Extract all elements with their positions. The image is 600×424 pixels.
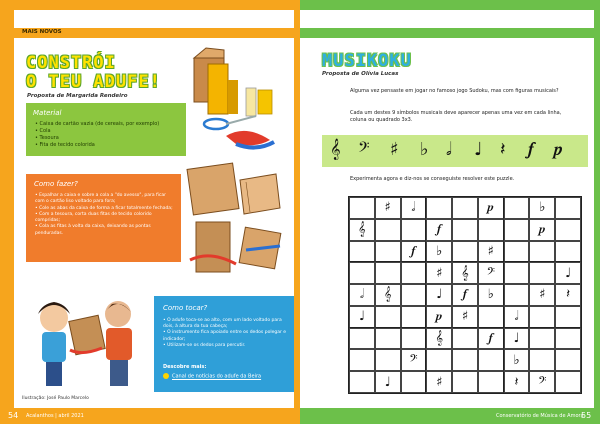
illustration-credit: Ilustração: José Paulo Marcelo (22, 396, 89, 401)
grid-cell[interactable] (349, 241, 375, 263)
grid-cell[interactable]: 𝆑 (401, 241, 427, 263)
grid-cell[interactable] (452, 328, 478, 350)
grid-cell[interactable]: ♩ (555, 262, 581, 284)
grid-cell[interactable] (401, 284, 427, 306)
extra-label: Descobre mais: (163, 364, 207, 370)
step3-box (196, 222, 230, 272)
section-label: MAIS NOVOS (22, 29, 62, 35)
box-flap (194, 48, 224, 58)
grid-cell[interactable]: 𝅗𝅥 (504, 306, 530, 328)
half-note-icon: 𝅗𝅥 (446, 139, 452, 160)
grid-cell[interactable] (452, 219, 478, 241)
grid-cell[interactable] (504, 241, 530, 263)
boy-head (105, 301, 131, 327)
right-band-top (300, 0, 600, 10)
left-author: Proposta de Margarida Rendeiro (27, 93, 128, 99)
boy-legs (110, 360, 128, 386)
grid-cell[interactable]: 𝆏 (529, 219, 555, 241)
materials-list (35, 121, 159, 149)
grid-cell[interactable] (375, 262, 401, 284)
grid-cell[interactable] (504, 284, 530, 306)
grid-cell[interactable] (555, 349, 581, 371)
grid-cell[interactable]: 𝄞 (375, 284, 401, 306)
grid-cell[interactable]: 𝄽 (504, 371, 530, 393)
list-item: • O instrumento fica apoiado entre os dedos polegar e indicador; (163, 330, 286, 342)
howto-heading: Como fazer? (34, 180, 78, 188)
intro-paragraph-1: Alguma vez pensaste em jogar no famoso jogo Sudoku, mas com figuras musicais? (350, 88, 559, 94)
right-band-side (594, 0, 600, 424)
cereal-box (208, 64, 228, 114)
grid-cell[interactable] (555, 328, 581, 350)
grid-cell[interactable]: 𝆑 (452, 284, 478, 306)
howto-list (35, 193, 175, 237)
left-title (26, 54, 161, 92)
glue-stick (246, 88, 256, 116)
grid-cell[interactable] (375, 328, 401, 350)
kids-illustration (22, 290, 152, 394)
grid-cell[interactable]: 𝅗𝅥 (349, 284, 375, 306)
musikoku-grid (348, 196, 582, 394)
grid-cell[interactable]: 𝄢 (401, 349, 427, 371)
grid-cell[interactable]: 𝄢 (529, 371, 555, 393)
left-title-line2: O TEU ADUFE! (26, 72, 161, 92)
grid-cell[interactable]: ♯ (452, 306, 478, 328)
grid-cell[interactable]: ♭ (504, 349, 530, 371)
extra-link-text[interactable]: Canal de notícias do adufe da Beira (172, 373, 262, 380)
scissors-blade (226, 116, 256, 124)
grid-cell[interactable] (401, 262, 427, 284)
grid-cell[interactable]: 𝄢 (478, 262, 504, 284)
grid-cell[interactable]: ♭ (478, 284, 504, 306)
grid-cell[interactable] (478, 349, 504, 371)
piano-icon: 𝆏 (554, 139, 563, 160)
play-list (163, 318, 291, 349)
grid-cell[interactable] (375, 219, 401, 241)
symbols-bar (322, 135, 588, 167)
right-title: MUSIKOKU (322, 51, 412, 71)
grid-cell[interactable]: ♯ (478, 241, 504, 263)
girl-legs (46, 362, 62, 386)
grid-cell[interactable] (349, 328, 375, 350)
intro-paragraph-2: Cada um destes 9 símbolos musicais deve aparecer apenas uma vez em cada linha, coluna ou quadrado 3x3. (350, 110, 562, 123)
link-icon (163, 373, 169, 379)
step1-box (187, 163, 239, 215)
instruction-paragraph: Experimenta agora e diz-nos se conseguiste resolver este puzzle. (350, 176, 515, 182)
cereal-box-side (228, 80, 238, 114)
grid-cell[interactable] (504, 219, 530, 241)
list-item: • O adufe toca-se ao alto, com um lado voltado para dois, à altura da tua cabeça; (163, 318, 282, 330)
grid-cell[interactable]: ♯ (375, 197, 401, 219)
sharp-icon: ♯ (390, 139, 399, 160)
grid-cell[interactable]: ♭ (426, 241, 452, 263)
grid-cell[interactable]: ♩ (375, 371, 401, 393)
materials-illustration (186, 44, 286, 154)
grid-cell[interactable] (555, 219, 581, 241)
right-footer-text: Conservatório de Música de Amora (496, 413, 584, 419)
grid-cell[interactable] (555, 371, 581, 393)
grid-cell[interactable]: 𝆑 (426, 219, 452, 241)
grid-cell[interactable] (478, 371, 504, 393)
forte-icon: 𝆑 (528, 139, 534, 160)
grid-cell[interactable] (478, 306, 504, 328)
right-section-tab (300, 28, 594, 38)
bass-clef-icon: 𝄢 (358, 139, 370, 160)
left-footer-text: Acalanthos | abril 2021 (26, 413, 84, 419)
grid-cell[interactable]: 𝆑 (478, 328, 504, 350)
list-item: • Com a tesoura, corta duas fitas de tecido colorido compridas; (35, 211, 152, 224)
grid-cell[interactable] (529, 306, 555, 328)
grid-cell[interactable] (529, 328, 555, 350)
grid-cell[interactable]: ♩ (426, 284, 452, 306)
grid-cell[interactable] (401, 328, 427, 350)
grid-cell[interactable] (375, 241, 401, 263)
grid-cell[interactable] (401, 371, 427, 393)
grid-cell[interactable] (529, 241, 555, 263)
grid-cell[interactable]: ♩ (504, 328, 530, 350)
grid-cell[interactable] (349, 349, 375, 371)
grid-cell[interactable] (504, 262, 530, 284)
rest-icon: 𝄽 (500, 139, 506, 160)
grid-cell[interactable] (349, 371, 375, 393)
grid-cell[interactable] (478, 219, 504, 241)
girl-shirt (42, 332, 66, 362)
grid-cell[interactable]: 𝅗𝅥 (401, 197, 427, 219)
grid-cell[interactable]: ♯ (426, 262, 452, 284)
grid-cell[interactable]: 𝄞 (426, 328, 452, 350)
grid-cell[interactable] (401, 219, 427, 241)
grid-cell[interactable]: ♯ (529, 284, 555, 306)
grid-cell[interactable]: ♭ (529, 197, 555, 219)
materials-heading: Material (33, 109, 62, 117)
list-item: • Tesoura (35, 135, 59, 141)
materials-box (26, 103, 186, 156)
grid-cell[interactable] (452, 197, 478, 219)
list-item: • Espalhar a caixa e sobre a cola a "do avesso", para ficar com o cartão liso voltado para fora; (35, 193, 166, 205)
grid-cell[interactable]: 𝄞 (349, 219, 375, 241)
grid-cell[interactable]: 𝆏 (478, 197, 504, 219)
treble-clef-icon: 𝄞 (330, 139, 341, 160)
play-box (154, 296, 294, 392)
list-item: • Utilizam-se os dedos para percutir. (163, 342, 246, 348)
page-number-right: 55 (581, 411, 592, 420)
grid-cell[interactable] (452, 371, 478, 393)
quarter-note-icon: ♩ (474, 139, 483, 160)
grid-cell[interactable]: 𝄽 (555, 284, 581, 306)
grid-cell[interactable] (452, 241, 478, 263)
howto-box (26, 174, 181, 262)
ribbon (226, 131, 270, 145)
grid-cell[interactable] (349, 262, 375, 284)
grid-cell[interactable] (555, 241, 581, 263)
glue-box (258, 90, 272, 114)
grid-cell[interactable]: ♯ (426, 371, 452, 393)
grid-cell[interactable]: ♩ (349, 306, 375, 328)
grid-cell[interactable] (426, 349, 452, 371)
list-item: • Caixa de cartão vazia (de cereais, por exemplo) (35, 121, 160, 127)
left-title-line1: CONSTRÓI (26, 53, 116, 73)
play-heading: Como tocar? (163, 304, 208, 312)
flat-icon: ♭ (420, 139, 429, 160)
grid-cell[interactable]: 𝄞 (452, 262, 478, 284)
list-item: • Cole as abas da caixa de forma a ficar totalmente fechada; (35, 205, 173, 211)
grid-cell[interactable]: 𝆏 (426, 306, 452, 328)
right-author: Proposta de Olívia Lucas (322, 71, 399, 77)
right-page (300, 0, 600, 424)
grid-cell[interactable] (375, 349, 401, 371)
grid-cell[interactable] (529, 262, 555, 284)
grid-cell[interactable] (349, 197, 375, 219)
grid-cell[interactable] (375, 306, 401, 328)
step2-box (240, 174, 280, 214)
list-item: • Cola (35, 128, 51, 134)
grid-cell[interactable] (529, 349, 555, 371)
grid-cell[interactable] (452, 349, 478, 371)
steps-illustration (180, 160, 294, 290)
grid-cell[interactable] (426, 197, 452, 219)
grid-cell[interactable] (401, 306, 427, 328)
grid-cell[interactable] (555, 197, 581, 219)
page-number-left: 54 (8, 411, 19, 420)
grid-cell[interactable] (555, 306, 581, 328)
extra-link[interactable] (163, 373, 261, 380)
list-item: • Fita de tecido colorida (35, 142, 95, 148)
section-tab (14, 28, 296, 38)
grid-cell[interactable] (504, 197, 530, 219)
list-item: • Cola as fitas à volta da caixa, deixando as pontas penduradas. (35, 224, 151, 236)
boy-shirt (106, 328, 132, 360)
scissors-handle (204, 119, 228, 129)
